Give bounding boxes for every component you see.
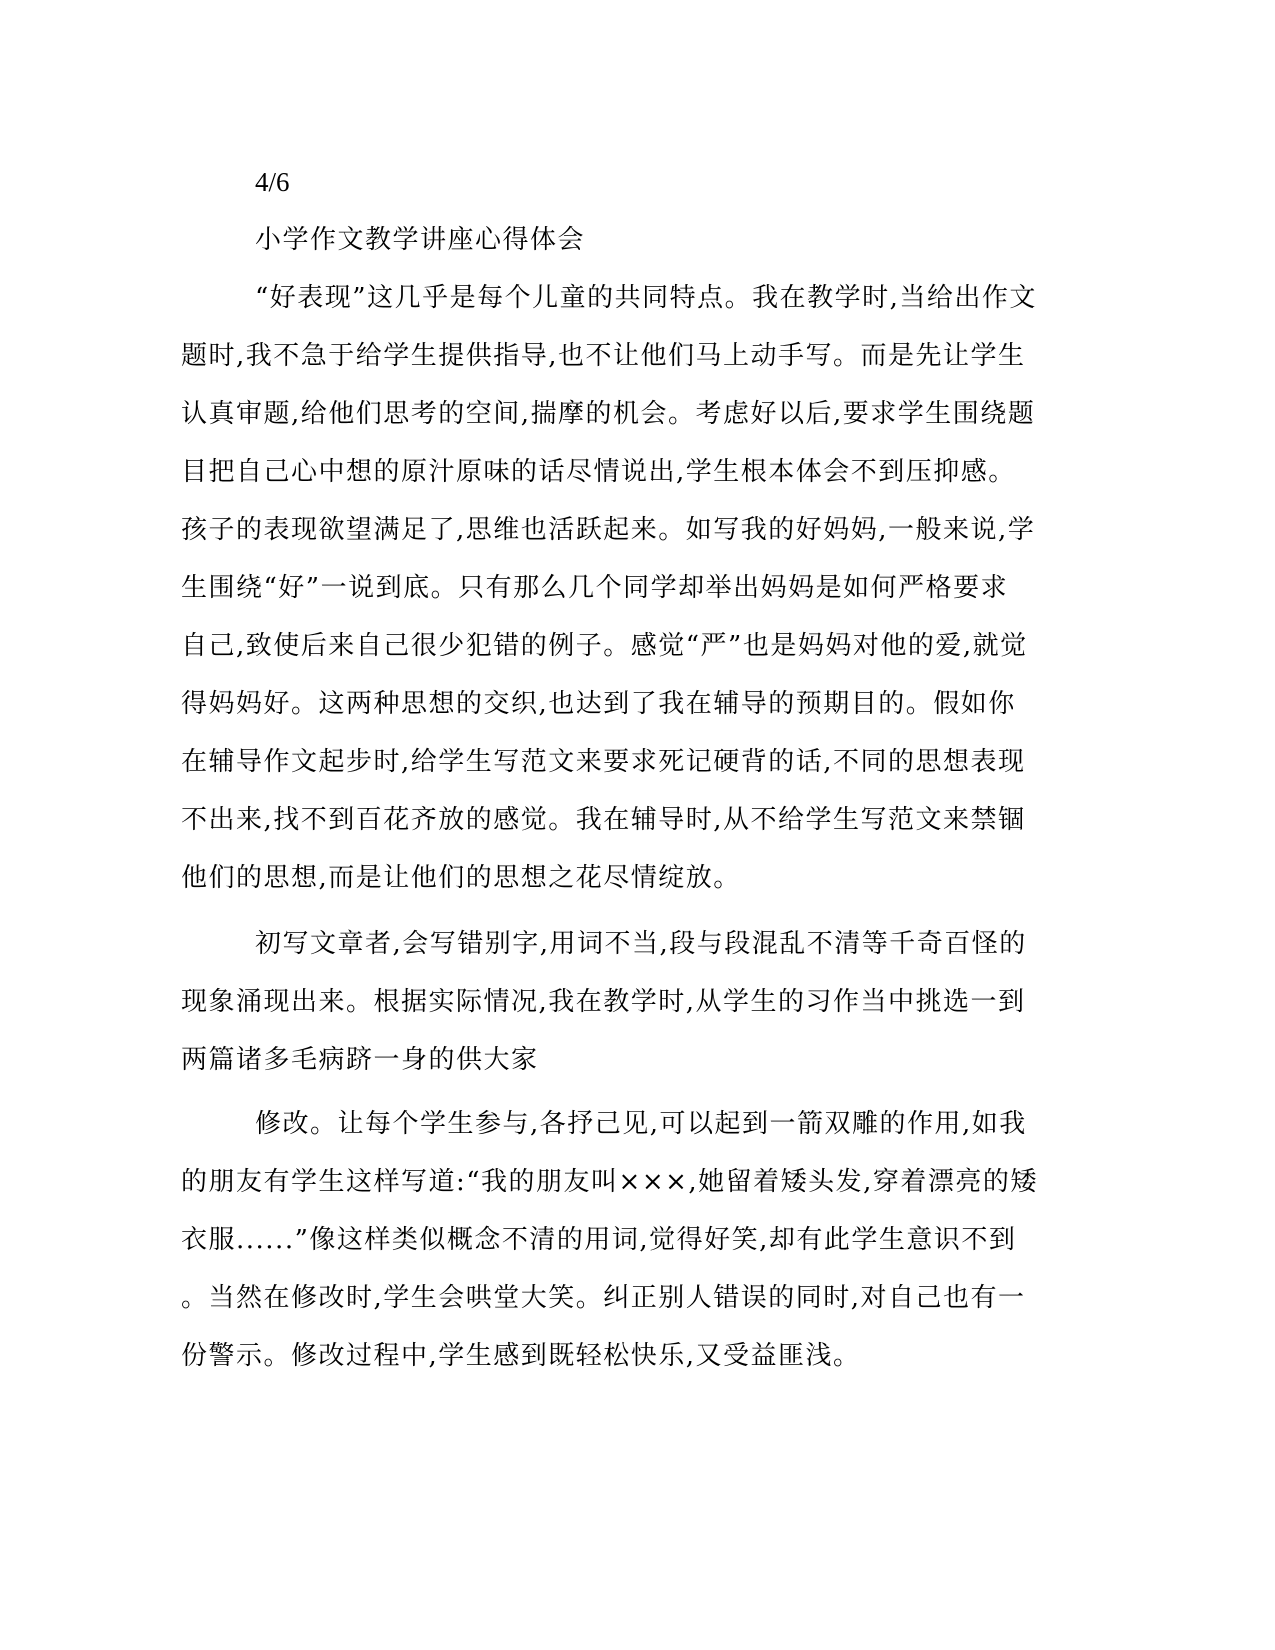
body-line: “好表现”这几乎是每个儿童的共同特点。我在教学时,当给出作文 xyxy=(255,283,1037,313)
body-line: 在辅导作文起步时,给学生写范文来要求死记硬背的话,不同的思想表现 xyxy=(181,747,1026,777)
body-line: 认真审题,给他们思考的空间,揣摩的机会。考虑好以后,要求学生围绕题 xyxy=(181,399,1036,429)
body-line: 孩子的表现欲望满足了,思维也活跃起来。如写我的好妈妈,一般来说,学 xyxy=(181,515,1036,545)
body-line: 不出来,找不到百花齐放的感觉。我在辅导时,从不给学生写范文来禁锢 xyxy=(181,805,1026,835)
body-line: 生围绕“好”一说到底。只有那么几个同学却举出妈妈是如何严格要求 xyxy=(181,573,1009,603)
body-line: 自己,致使后来自己很少犯错的例子。感觉“严”也是妈妈对他的爱,就觉 xyxy=(181,631,1028,661)
page-number: 4/6 xyxy=(255,167,290,197)
body-line: 份警示。修改过程中,学生感到既轻松快乐,又受益匪浅。 xyxy=(181,1341,861,1371)
body-line: 得妈妈好。这两种思想的交织,也达到了我在辅导的预期目的。假如你 xyxy=(181,689,1016,719)
body-line: 修改。让每个学生参与,各抒己见,可以起到一箭双雕的作用,如我 xyxy=(255,1109,1027,1139)
body-line: 的朋友有学生这样写道:“我的朋友叫×××,她留着矮头发,穿着漂亮的矮 xyxy=(181,1167,1038,1197)
body-line: 题时,我不急于给学生提供指导,也不让他们马上动手写。而是先让学生 xyxy=(181,341,1026,371)
body-line: 。当然在修改时,学生会哄堂大笑。纠正别人错误的同时,对自己也有一 xyxy=(181,1283,1026,1313)
body-line: 目把自己心中想的原汁原味的话尽情说出,学生根本体会不到压抑感。 xyxy=(181,457,1016,487)
body-line: 衣服......”像这样类似概念不清的用词,觉得好笑,却有此学生意识不到 xyxy=(181,1225,1017,1255)
document-title: 小学作文教学讲座心得体会 xyxy=(255,225,586,255)
body-line: 两篇诸多毛病跻一身的供大家 xyxy=(181,1045,539,1075)
body-line: 初写文章者,会写错别字,用词不当,段与段混乱不清等千奇百怪的 xyxy=(255,929,1027,959)
body-line: 他们的思想,而是让他们的思想之花尽情绽放。 xyxy=(181,863,741,893)
body-line: 现象涌现出来。根据实际情况,我在教学时,从学生的习作当中挑选一到 xyxy=(181,987,1026,1017)
